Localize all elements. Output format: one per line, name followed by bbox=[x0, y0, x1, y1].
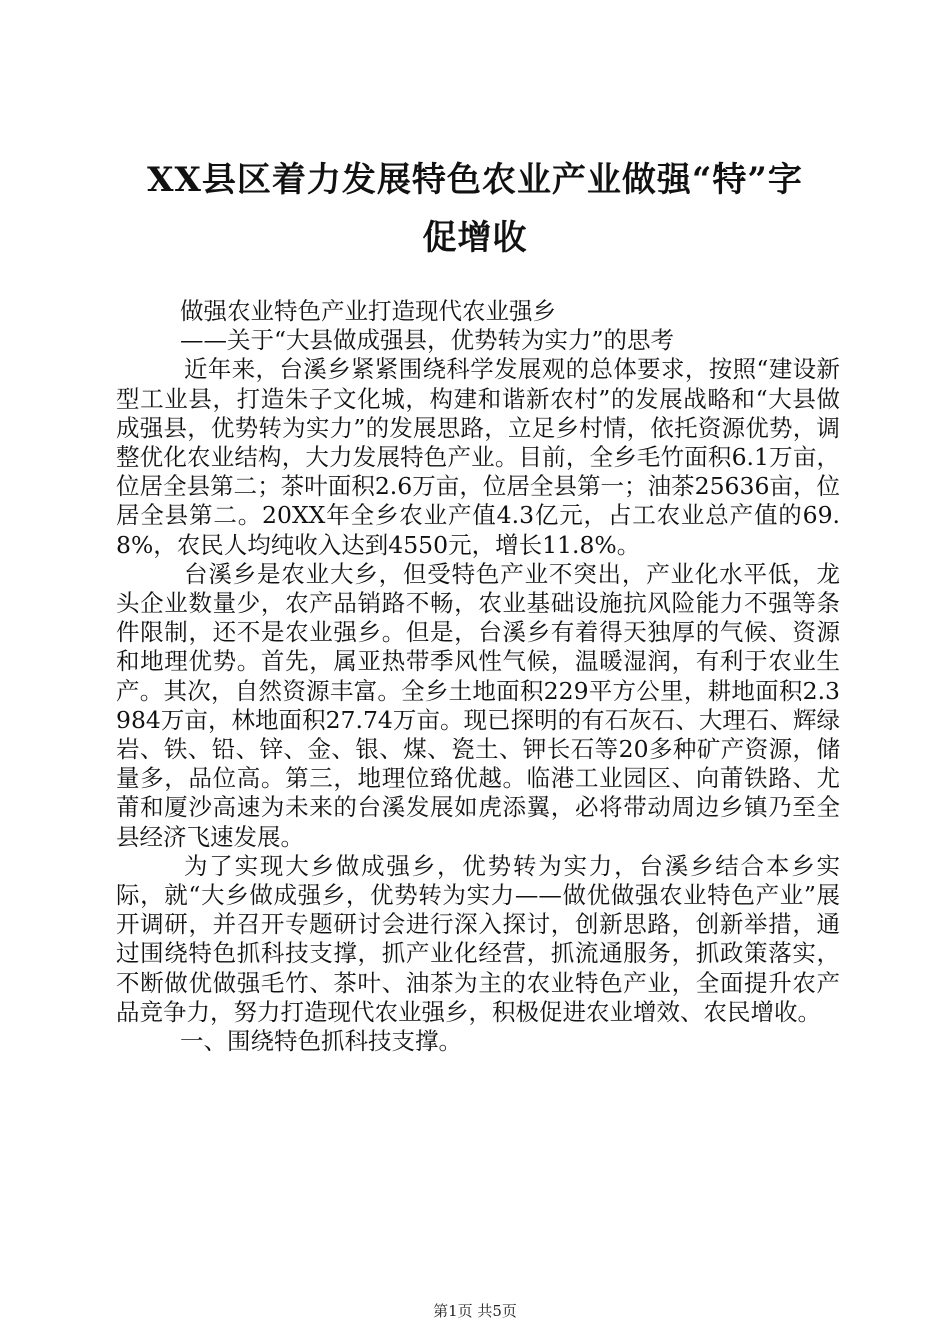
page-footer: 第1页 共5页 bbox=[433, 1302, 517, 1320]
body-paragraph: 为了实现大乡做成强乡，优势转为实力，台溪乡结合本乡实际，就“大乡做成强乡，优势转为实力——做优做强农业特色产业”展开调研，并召开专题研讨会进行深入探讨，创新思路，创新举措，通过围绕特色抓科技支撑，抓产业化经营，抓流通服务，抓政策落实，不断做优做强毛竹、茶叶、油茶为主的农业特色产业，全面提升农产品竞争力，努力打造现代农业强乡，积极促进农业增效、农民增收。 bbox=[116, 851, 840, 1026]
document-subtitle: 做强农业特色产业打造现代农业强乡 bbox=[180, 297, 556, 325]
document-subtitle-2: ——关于“大县做成强县，优势转为实力”的思考 bbox=[180, 326, 675, 355]
document-title-line-2: 促增收 bbox=[422, 218, 528, 258]
body-paragraph: 近年来，台溪乡紧紧围绕科学发展观的总体要求，按照“建设新型工业县，打造朱子文化城，构建和谐新农村”的发展战略和“大县做成强县，优势转为实力”的发展思路，立足乡村情，依托资源优势，调整优化农业结构，大力发展特色产业。目前，全乡毛竹面积6.1万亩，位居全县第二；茶叶面积2.6万亩，位居全县第一；油茶25636亩，位居全县第二。20XX年全乡农业产值4.3亿元，占工农业总产值的69.8%，农民人均纯收入达到4550元，增长11.8%。 bbox=[116, 355, 840, 559]
section-heading: 一、围绕特色抓科技支撑。 bbox=[180, 1027, 462, 1056]
document-body bbox=[116, 297, 840, 1056]
body-paragraph: 台溪乡是农业大乡，但受特色产业不突出，产业化水平低，龙头企业数量少，农产品销路不畅，农业基础设施抗风险能力不强等条件限制，还不是农业强乡。但是，台溪乡有着得天独厚的气候、资源和地理优势。首先，属亚热带季风性气候，温暖湿润，有利于农业生产。其次，自然资源丰富。全乡土地面积229平方公里，耕地面积2.3984万亩，林地面积27.74万亩。现已探明的有石灰石、大理石、辉绿岩、铁、铅、锌、金、银、煤、瓷土、钾长石等20多种矿产资源，储量多，品位高。第三，地理位臵优越。临港工业园区、向莆铁路、尤莆和厦沙高速为未来的台溪发展如虎添翼，必将带动周边乡镇乃至全县经济飞速发展。 bbox=[116, 559, 840, 851]
document-title-line-1: XX县区着力发展特色农业产业做强“特”字 bbox=[147, 160, 803, 200]
